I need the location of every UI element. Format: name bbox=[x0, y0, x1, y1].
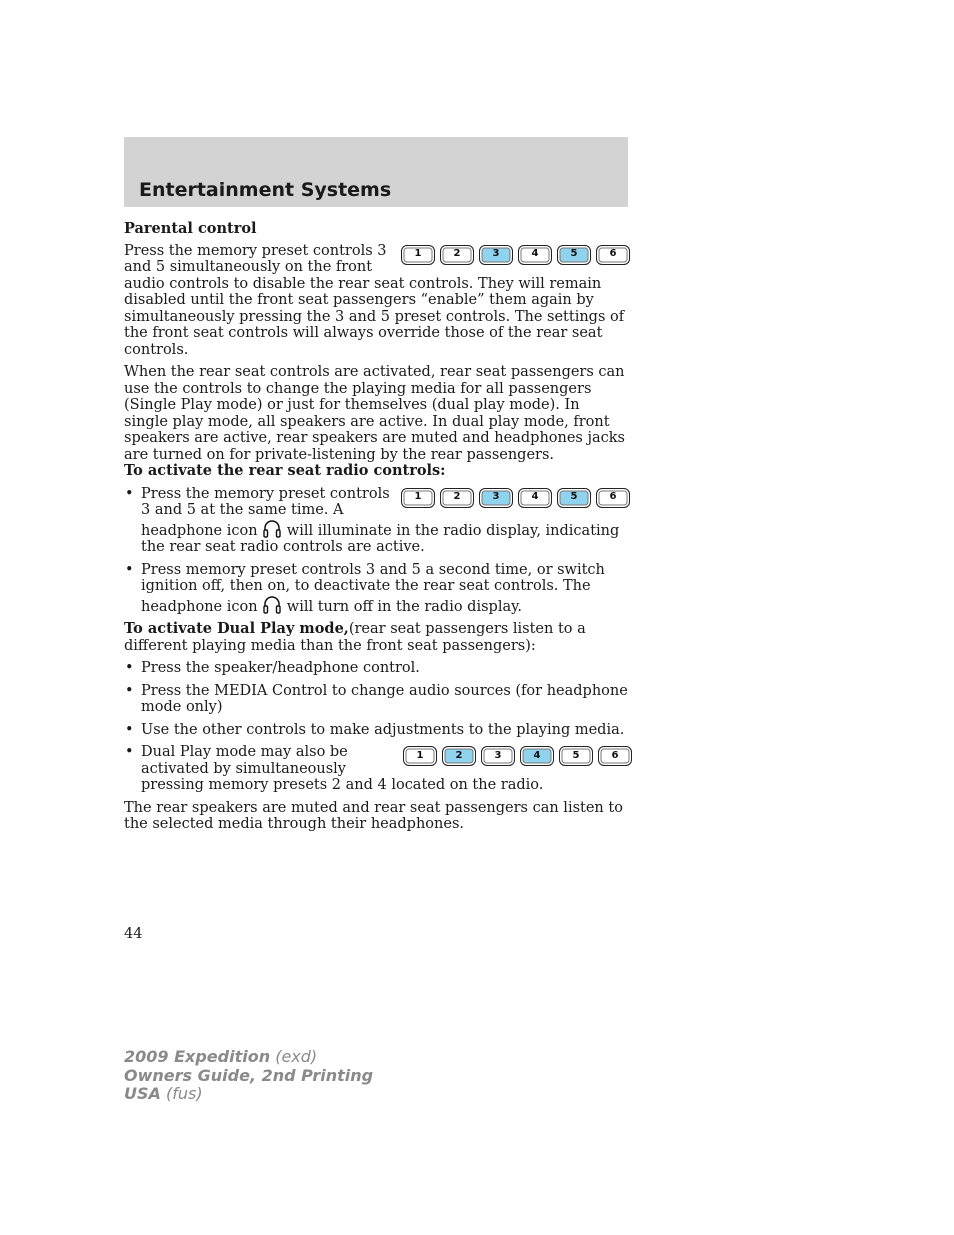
bullet-text: Press memory preset controls 3 and 5 a second time, or switch ignition off, then on, to deactivate the rear seat controls. The headphone icon bbox=[141, 561, 605, 615]
preset-button-5: 5 bbox=[559, 746, 593, 766]
bullet-text: Press the speaker/headphone control. bbox=[141, 660, 420, 676]
preset-panel-1 bbox=[401, 245, 630, 265]
bullet-text: Press the MEDIA Control to change audio sources (for headphone mode only) bbox=[141, 682, 628, 715]
preset-button-5: 5 bbox=[557, 488, 591, 508]
bullet: • bbox=[125, 660, 134, 676]
preset-buttons bbox=[403, 746, 632, 766]
bullet: • bbox=[125, 744, 134, 760]
parental-control-heading: Parental control bbox=[124, 220, 257, 237]
parental-control-paragraph: Press the memory preset controls 3 and 5 simultaneously on the front audio controls to disable the rear seat controls. They will remain disabled until the front seat passengers “enable” them again by simultaneously pressing the 3 and 5 preset controls. The settings of the front seat controls will always override those of the rear seat controls. bbox=[124, 242, 625, 358]
preset-button-1: 1 bbox=[401, 245, 435, 265]
activate-rear-list bbox=[124, 486, 628, 616]
preset-button-3: 3 bbox=[479, 488, 513, 508]
footer-model: 2009 Expedition bbox=[124, 1047, 271, 1066]
dual-play-intro bbox=[124, 621, 628, 654]
dual-play-heading: To activate Dual Play mode, bbox=[124, 620, 349, 637]
preset-panel-3 bbox=[403, 746, 632, 766]
footer-model-code: (exd) bbox=[275, 1047, 318, 1066]
preset-button-2: 2 bbox=[440, 488, 474, 508]
list-item bbox=[124, 660, 628, 677]
preset-button-1: 1 bbox=[403, 746, 437, 766]
bullet: • bbox=[125, 561, 134, 578]
list-item bbox=[124, 722, 628, 739]
preset-button-4: 4 bbox=[518, 488, 552, 508]
section-header-band bbox=[124, 137, 628, 207]
closing-paragraph: The rear speakers are muted and rear seat passengers can listen to the selected media through their headphones. bbox=[124, 799, 623, 832]
dual-play-list bbox=[124, 660, 628, 794]
bullet-text: Press the memory preset controls 3 and 5 at the same time. A headphone icon bbox=[141, 485, 390, 539]
bullet-text: Dual Play mode may also be activated by simultaneously pressing memory presets 2 and 4 located on the radio. bbox=[141, 744, 544, 793]
rear-controls-paragraph: When the rear seat controls are activated, rear seat passengers can use the controls to change the playing media for all passengers (Single Play mode) or just for themselves (dual play mode). In single play mode, all speakers are active. In dual play mode, front speakers are active, rear speakers are muted and headphones jacks are turned on for private-listening by the rear passengers. bbox=[124, 364, 625, 463]
preset-button-2: 2 bbox=[440, 245, 474, 265]
preset-button-4: 4 bbox=[518, 245, 552, 265]
preset-button-6: 6 bbox=[598, 746, 632, 766]
preset-button-4: 4 bbox=[520, 746, 554, 766]
preset-buttons bbox=[401, 245, 630, 265]
document-footer bbox=[124, 1048, 373, 1104]
list-item bbox=[124, 683, 628, 716]
page-content bbox=[124, 221, 628, 833]
preset-button-1: 1 bbox=[401, 488, 435, 508]
headphone-icon bbox=[262, 519, 282, 539]
preset-button-3: 3 bbox=[479, 245, 513, 265]
footer-line-3 bbox=[124, 1085, 373, 1104]
list-item bbox=[124, 744, 628, 794]
list-item bbox=[124, 562, 628, 616]
bullet-text: Use the other controls to make adjustments to the playing media. bbox=[141, 721, 625, 738]
footer-market-code: (fus) bbox=[166, 1084, 203, 1103]
headphone-icon bbox=[262, 595, 282, 615]
preset-button-6: 6 bbox=[596, 488, 630, 508]
bullet: • bbox=[125, 682, 134, 699]
preset-panel-2 bbox=[401, 488, 630, 508]
preset-buttons bbox=[401, 488, 630, 508]
bullet: • bbox=[125, 485, 134, 502]
footer-market: USA bbox=[124, 1084, 161, 1103]
footer-line-2: Owners Guide, 2nd Printing bbox=[124, 1065, 374, 1085]
preset-button-2: 2 bbox=[442, 746, 476, 766]
page-number: 44 bbox=[124, 926, 143, 942]
bullet-text: will turn off in the radio display. bbox=[286, 598, 522, 615]
dual-play-heading-rest: (rear seat passengers listen to a different playing media than the front seat passengers): bbox=[124, 621, 586, 654]
preset-button-6: 6 bbox=[596, 245, 630, 265]
preset-button-5: 5 bbox=[557, 245, 591, 265]
activate-rear-heading: To activate the rear seat radio controls: bbox=[124, 462, 446, 479]
bullet-text: will illuminate in the radio display, indicating the rear seat radio controls are active. bbox=[141, 522, 620, 555]
bullet: • bbox=[125, 721, 134, 738]
footer-line-1 bbox=[124, 1048, 373, 1067]
list-item bbox=[124, 486, 628, 556]
section-title: Entertainment Systems bbox=[139, 179, 392, 201]
preset-button-3: 3 bbox=[481, 746, 515, 766]
